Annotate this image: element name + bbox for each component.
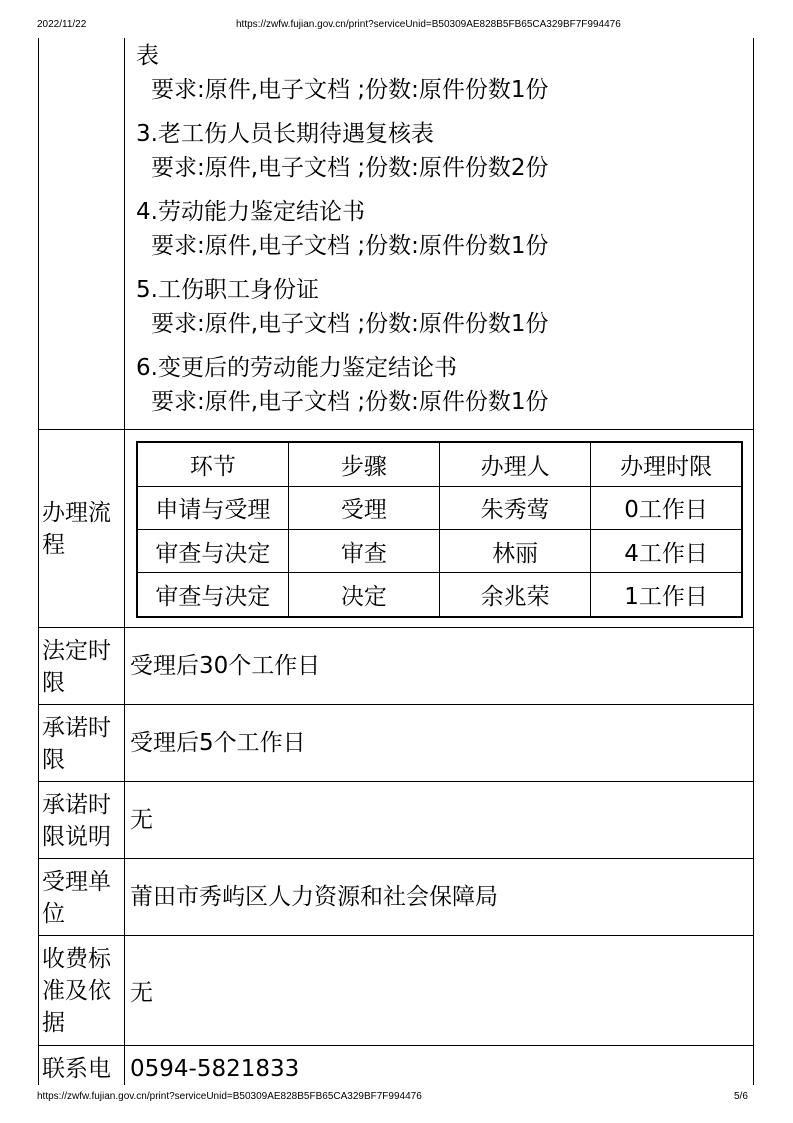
legal-limit-value: 受理后30个工作日 (130, 653, 321, 679)
table-header-row (137, 442, 742, 486)
table-border-right (753, 38, 754, 1085)
label-line: 程 (42, 532, 65, 558)
cell-time-limit: 0工作日 (591, 486, 742, 529)
handling-unit-value: 莆田市秀屿区人力资源和社会保障局 (130, 884, 498, 910)
row-divider (38, 704, 754, 705)
table-row (137, 573, 742, 617)
material-title: 5.工伤职工身份证 (136, 277, 319, 303)
label-line: 据 (42, 1010, 65, 1036)
table-row (137, 486, 742, 529)
material-title: 4.劳动能力鉴定结论书 (136, 199, 365, 225)
label-line: 准及依 (42, 978, 111, 1004)
row-divider (38, 935, 754, 936)
label-line: 承诺时 (42, 715, 111, 741)
label-line: 联系电 (42, 1056, 111, 1082)
table-border-left (38, 38, 39, 1085)
material-requirement: 要求:原件,电子文档 ;份数:原件份数1份 (151, 233, 549, 259)
row-divider (38, 1045, 754, 1046)
material-requirement: 要求:原件,电子文档 ;份数:原件份数1份 (151, 77, 549, 103)
cell-time-limit: 1工作日 (591, 573, 742, 617)
promise-note-value: 无 (130, 807, 153, 833)
cell-handler: 朱秀莺 (440, 486, 591, 529)
column-header-stage: 环节 (137, 442, 288, 486)
label-line: 承诺时 (42, 792, 111, 818)
contact-phone-value: 0594-5821833 (130, 1056, 300, 1082)
print-date: 2022/11/22 (37, 19, 87, 30)
material-title: 3.老工伤人员长期待遇复核表 (136, 121, 434, 147)
footer-url: https://zwfw.fujian.gov.cn/print?serviceUnid=B50309AE828B5FB65CA329BF7F994476 (37, 1091, 422, 1102)
column-header-step: 步骤 (288, 442, 439, 486)
service-detail-table (38, 38, 754, 1085)
cell-handler: 余兆荣 (440, 573, 591, 617)
promise-note-label (42, 789, 122, 853)
label-line: 位 (42, 901, 65, 927)
label-line: 限 (42, 747, 65, 773)
promise-limit-value: 受理后5个工作日 (130, 730, 306, 756)
table-column-divider (124, 38, 125, 1085)
fee-standard-label (42, 943, 122, 1039)
cell-stage: 申请与受理 (137, 486, 288, 529)
label-line: 受理单 (42, 869, 111, 895)
column-header-handler: 办理人 (440, 442, 591, 486)
material-requirement: 要求:原件,电子文档 ;份数:原件份数1份 (151, 311, 549, 337)
label-line: 办理流 (42, 500, 111, 526)
cell-handler: 林丽 (440, 529, 591, 572)
material-requirement: 要求:原件,电子文档 ;份数:原件份数1份 (151, 389, 549, 415)
cell-time-limit: 4工作日 (591, 529, 742, 572)
column-header-time-limit: 办理时限 (591, 442, 742, 486)
label-line: 收费标 (42, 946, 111, 972)
row-divider (38, 429, 754, 430)
row-divider (38, 627, 754, 628)
material-title: 6.变更后的劳动能力鉴定结论书 (136, 355, 457, 381)
cell-stage: 审查与决定 (137, 529, 288, 572)
label-line: 限 (42, 670, 65, 696)
handling-unit-label (42, 866, 122, 930)
process-steps-table (136, 441, 743, 618)
table-row (137, 529, 742, 572)
fee-standard-value: 无 (130, 980, 153, 1006)
promise-limit-label (42, 712, 122, 776)
process-label (42, 497, 122, 561)
cell-step: 决定 (288, 573, 439, 617)
cell-step: 审查 (288, 529, 439, 572)
label-line: 限说明 (42, 824, 111, 850)
contact-phone-label (42, 1053, 122, 1085)
page-number: 5/6 (734, 1091, 748, 1102)
cell-step: 受理 (288, 486, 439, 529)
material-title-continued: 表 (136, 43, 159, 69)
legal-limit-label (42, 635, 122, 699)
label-line: 法定时 (42, 638, 111, 664)
cell-stage: 审查与决定 (137, 573, 288, 617)
header-url: https://zwfw.fujian.gov.cn/print?serviceUnid=B50309AE828B5FB65CA329BF7F994476 (236, 19, 621, 30)
row-divider (38, 781, 754, 782)
material-requirement: 要求:原件,电子文档 ;份数:原件份数2份 (151, 155, 549, 181)
row-divider (38, 858, 754, 859)
